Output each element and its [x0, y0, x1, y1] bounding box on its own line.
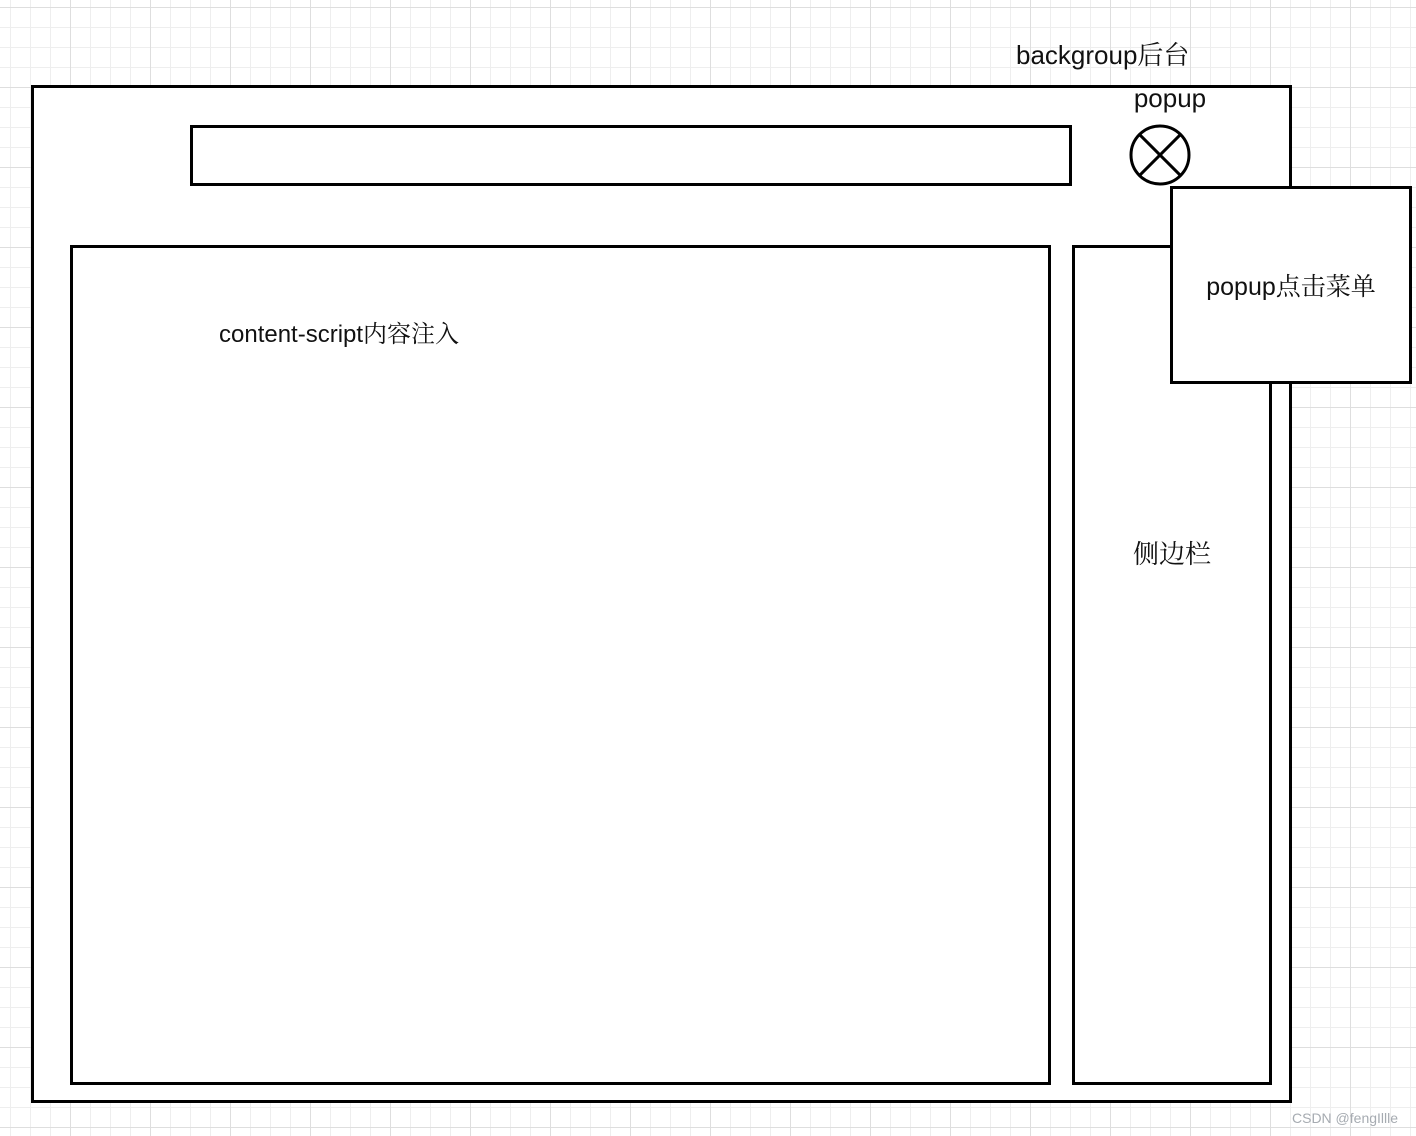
- content-script-label: content-script内容注入: [219, 321, 460, 348]
- popup-menu-label: popup点击菜单: [1206, 273, 1376, 301]
- popup-label: popup: [1133, 83, 1207, 113]
- address-bar-box: [190, 125, 1072, 186]
- popup-menu-box: [1170, 186, 1412, 384]
- watermark: CSDN @fengIllle: [1292, 1110, 1399, 1126]
- circle-x-icon: [1129, 124, 1191, 186]
- background-page-label: backgroup后台: [1016, 40, 1190, 70]
- content-script-box: [70, 245, 1051, 1085]
- sidebar-label: 侧边栏: [1132, 539, 1211, 569]
